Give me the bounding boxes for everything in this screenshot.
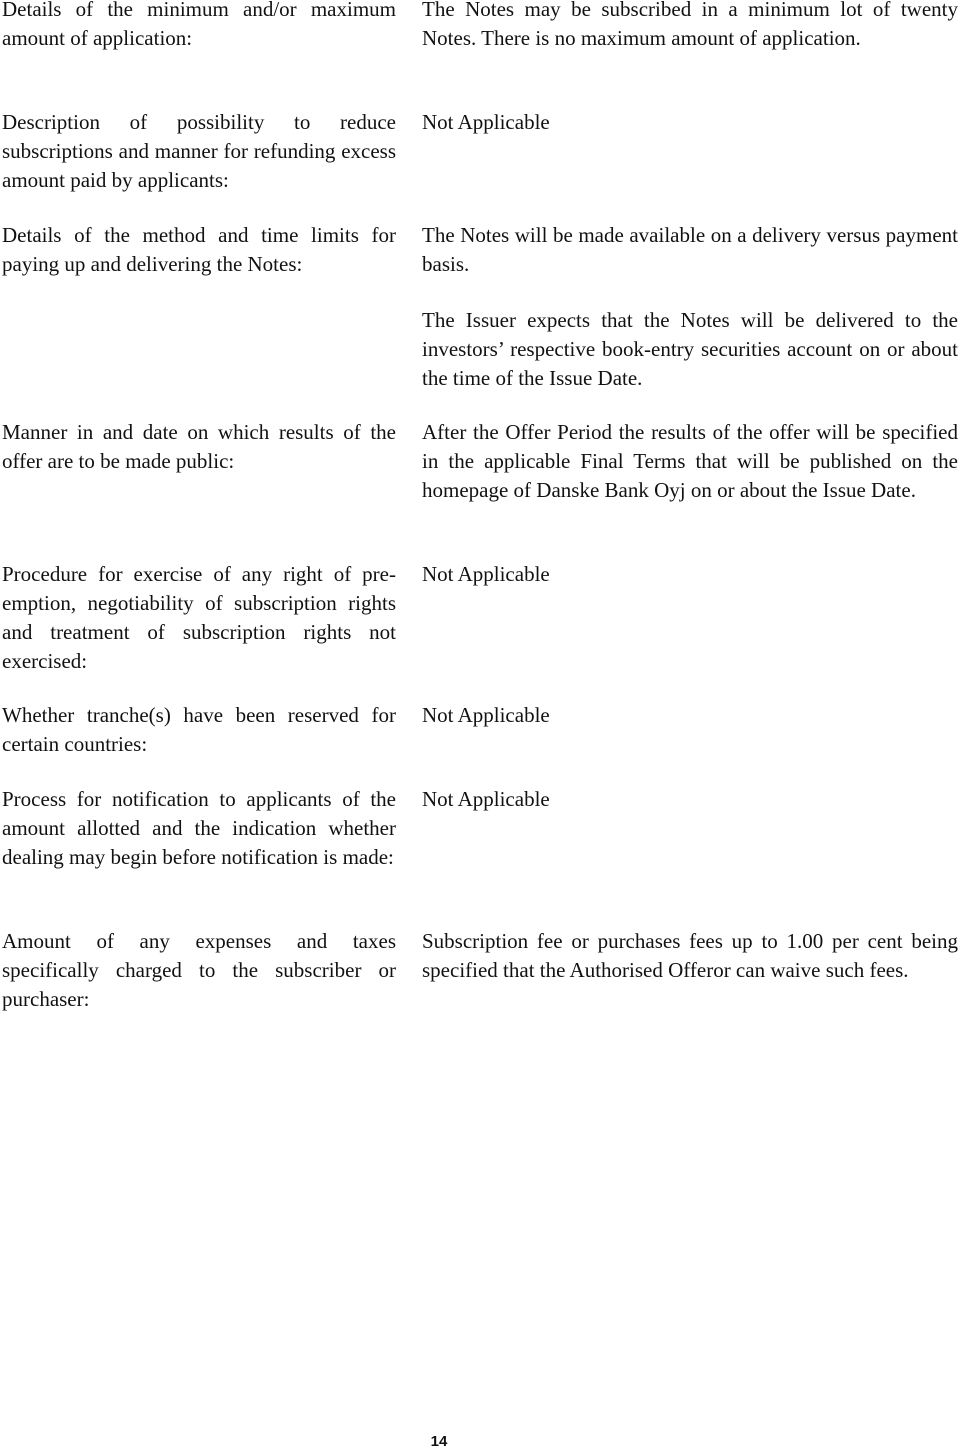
row-value-paragraph: Subscription fee or purchases fees up to 1.00 per cent being specified that the Authorised Offeror can waive such fees.: [422, 929, 958, 982]
row-value-paragraph: Not Applicable: [422, 110, 550, 134]
row-value-paragraph: Not Applicable: [422, 787, 550, 811]
row-value: [422, 418, 958, 505]
row-value: [422, 560, 958, 589]
row-label: Details of the minimum and/or maximum amount of application:: [2, 0, 396, 50]
row-label: Procedure for exercise of any right of pre-emption, negotiability of subscription rights and treatment of subscription rights not exercised:: [2, 562, 396, 673]
row-label: Details of the method and time limits for paying up and delivering the Notes:: [2, 223, 396, 276]
row-value-paragraph: Not Applicable: [422, 562, 550, 586]
row-label: Process for notification to applicants of the amount allotted and the indication whether dealing may begin before notification is made:: [2, 787, 396, 869]
row-label: Description of possibility to reduce subscriptions and manner for refunding excess amount paid by applicants:: [2, 110, 396, 192]
page-number: 14: [430, 1433, 448, 1450]
row-value-paragraph: The Notes will be made available on a delivery versus payment basis.: [422, 223, 958, 276]
row-label: Whether tranche(s) have been reserved for certain countries:: [2, 703, 396, 756]
row-value: [422, 927, 958, 985]
row-value: [422, 701, 958, 730]
row-label: Amount of any expenses and taxes specifically charged to the subscriber or purchaser:: [2, 929, 396, 1011]
row-value-paragraph: The Notes may be subscribed in a minimum lot of twenty Notes. There is no maximum amount of application.: [422, 0, 958, 50]
row-value-paragraph: Not Applicable: [422, 703, 550, 727]
row-value: [422, 221, 958, 393]
row-value: [422, 108, 958, 137]
row-value-paragraph: After the Offer Period the results of the offer will be specified in the applicable Final Terms that will be published on the homepage of Danske Bank Oyj on or about the Issue Date.: [422, 420, 958, 502]
row-label: Manner in and date on which results of the offer are to be made public:: [2, 420, 396, 473]
row-value-paragraph: The Issuer expects that the Notes will be delivered to the investors’ respective book-entry securities account on or about the time of the Issue Date.: [422, 308, 958, 390]
row-value: [422, 785, 958, 814]
row-value: [422, 0, 958, 53]
